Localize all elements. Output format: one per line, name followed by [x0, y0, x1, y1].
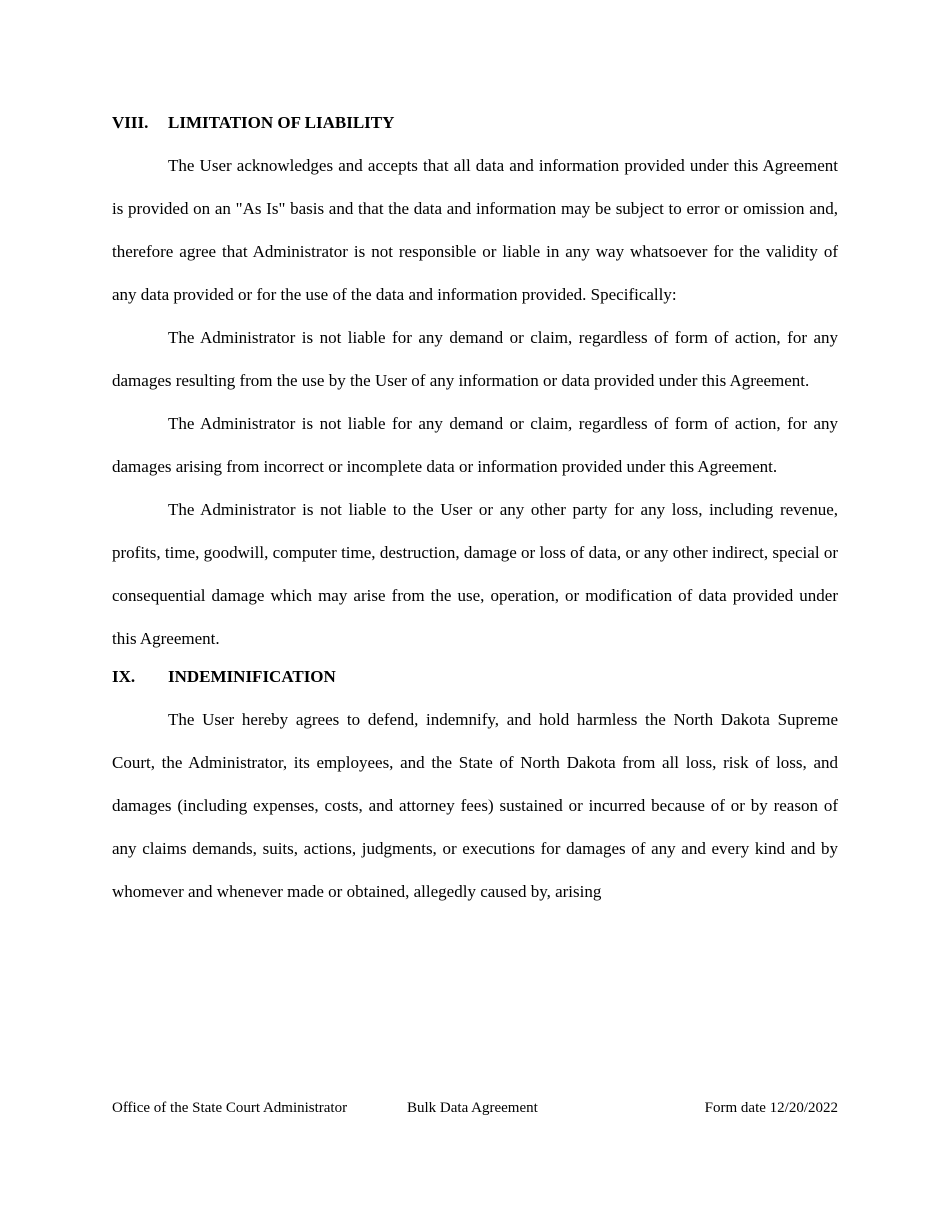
footer-office: Office of the State Court Administrator: [112, 1100, 348, 1116]
section-number: IX.: [112, 667, 136, 686]
paragraph: The Administrator is not liable for any demand or claim, regardless of form of action, for any damages resulting from the use by the User of any information or data provided under this Agreement.: [112, 328, 838, 390]
paragraph: The User acknowledges and accepts that all data and information provided under this Agreement is provided on an "As Is" basis and that the data and information may be subject to error or omission and, therefore agree that Administrator is not responsible or liable in any way whatsoever for the validity of any data provided or for the use of the data and information provided. Specifically:: [112, 156, 838, 304]
footer-document-title: Bulk Data Agreement: [407, 1100, 538, 1116]
page-footer: [112, 1098, 838, 1118]
section-number: VIII.: [112, 113, 149, 132]
section-heading-ix: [112, 664, 838, 690]
section-heading-viii: [112, 110, 838, 136]
section-title: INDEMINIFICATION: [168, 667, 336, 686]
document-page: [112, 110, 838, 913]
paragraph: The Administrator is not liable to the User or any other party for any loss, including revenue, profits, time, goodwill, computer time, destruction, damage or loss of data, or any other indirect, special or consequential damage which may arise from the use, operation, or modification of data provided under this Agreement.: [112, 500, 838, 648]
paragraph: The User hereby agrees to defend, indemnify, and hold harmless the North Dakota Supreme Court, the Administrator, its employees, and the State of North Dakota from all loss, risk of loss, and damages (including expenses, costs, and attorney fees) sustained or incurred because of or by reason of any claims demands, suits, actions, judgments, or executions for damages of any and every kind and by whomever and whenever made or obtained, allegedly caused by, arising: [112, 710, 838, 901]
paragraph: The Administrator is not liable for any demand or claim, regardless of form of action, for any damages arising from incorrect or incomplete data or information provided under this Agreement.: [112, 414, 838, 476]
section-title: LIMITATION OF LIABILITY: [168, 113, 395, 132]
footer-form-date: Form date 12/20/2022: [704, 1100, 838, 1116]
